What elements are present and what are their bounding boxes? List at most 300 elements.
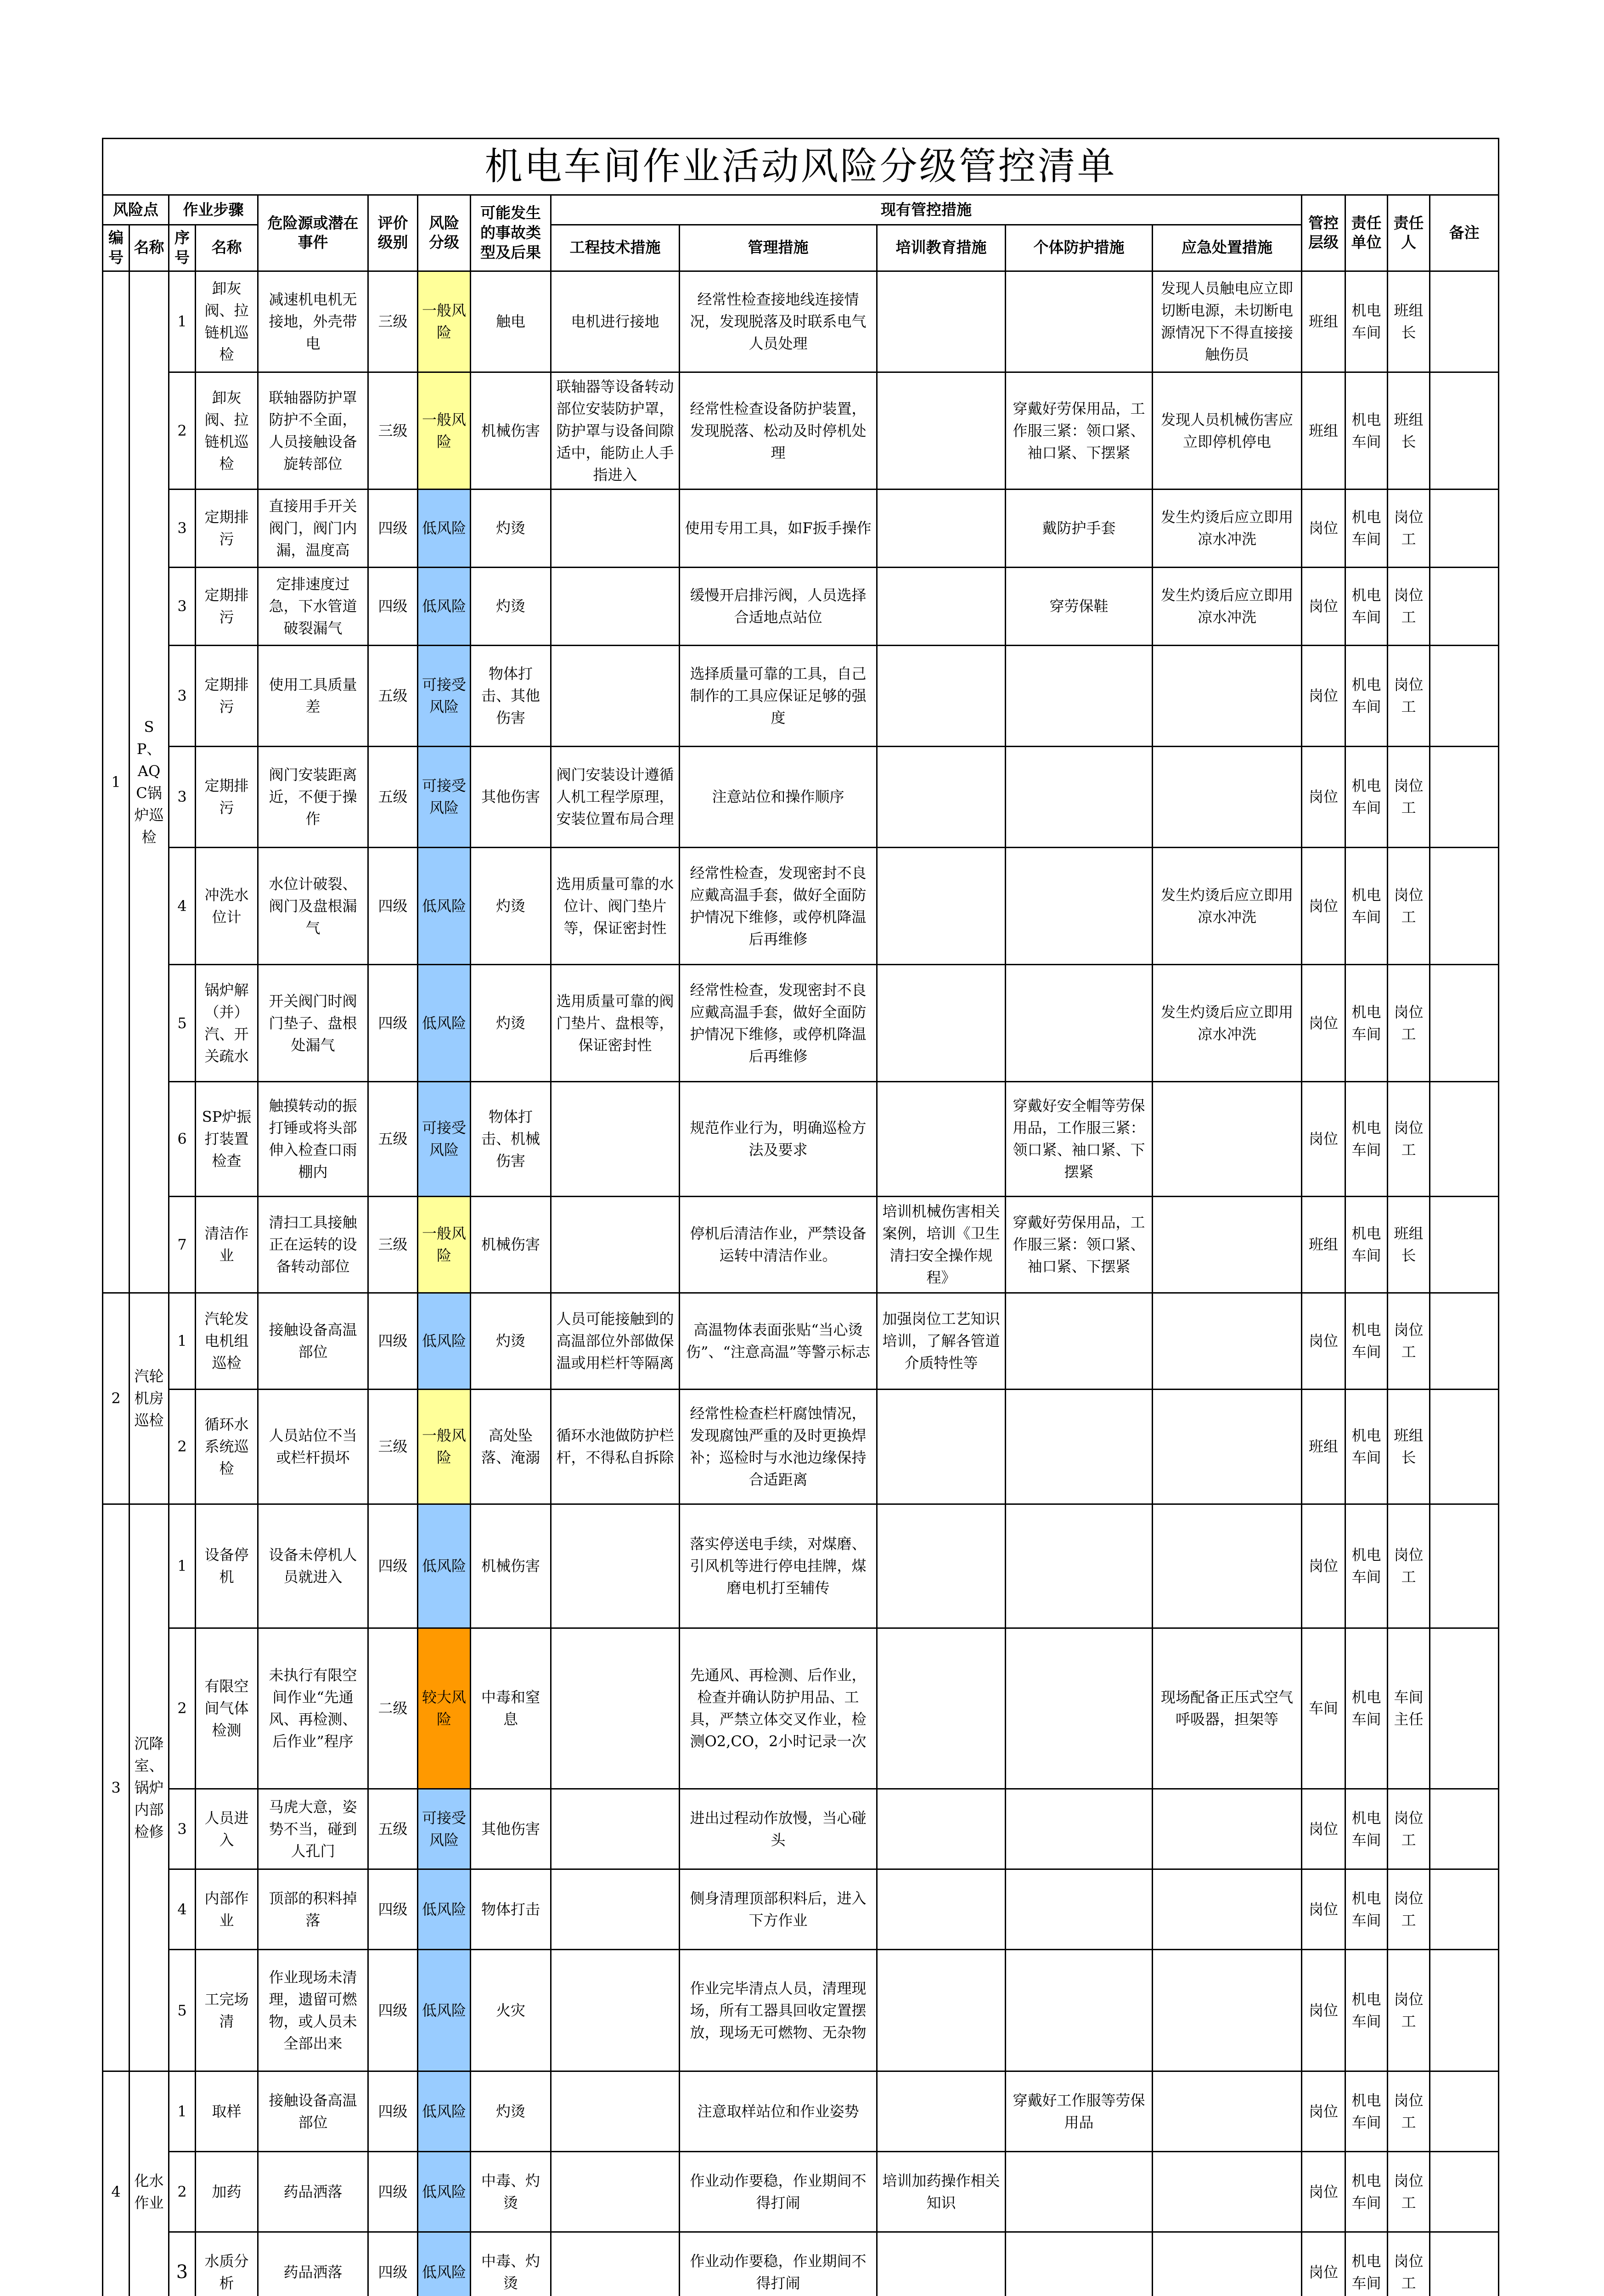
header-code: 编号 xyxy=(103,225,129,271)
emergency-measure: 现场配备正压式空气呼吸器，担架等 xyxy=(1153,1628,1302,1789)
header-engineering: 工程技术措施 xyxy=(551,225,680,271)
training-measure xyxy=(877,271,1006,372)
consequence: 火灾 xyxy=(471,1949,551,2071)
resp-unit: 机电车间 xyxy=(1345,372,1388,489)
hazard: 阀门安装距离近，不便于操作 xyxy=(258,746,368,847)
remark xyxy=(1430,489,1499,567)
remark xyxy=(1430,1196,1499,1293)
table-row xyxy=(103,1389,1499,1504)
header-step-name: 名称 xyxy=(196,225,258,271)
step-name: SP炉振打装置检查 xyxy=(196,1081,258,1196)
eval-level: 二级 xyxy=(368,1628,418,1789)
hazard: 接触设备高温部位 xyxy=(258,1293,368,1389)
step-seq: 4 xyxy=(169,1869,196,1949)
table-row xyxy=(103,1081,1499,1196)
resp-person: 岗位工 xyxy=(1388,489,1430,567)
eval-level: 五级 xyxy=(368,1081,418,1196)
resp-person: 车间主任 xyxy=(1388,1628,1430,1789)
risk-level: 一般风险 xyxy=(418,1389,471,1504)
risk-point-code: 1 xyxy=(103,271,129,1293)
control-layer: 岗位 xyxy=(1302,964,1345,1081)
emergency-measure xyxy=(1153,1504,1302,1628)
management-measure: 作业动作要稳，作业期间不得打闹 xyxy=(680,2151,877,2232)
resp-unit: 机电车间 xyxy=(1345,746,1388,847)
step-name: 人员进入 xyxy=(196,1789,258,1869)
table-row xyxy=(103,1504,1499,1628)
risk-level: 低风险 xyxy=(418,1949,471,2071)
step-name: 清洁作业 xyxy=(196,1196,258,1293)
eval-level: 四级 xyxy=(368,1949,418,2071)
hazard: 接触设备高温部位 xyxy=(258,2071,368,2151)
ppe-measure xyxy=(1006,2232,1153,2296)
management-measure: 停机后清洁作业，严禁设备运转中清洁作业。 xyxy=(680,1196,877,1293)
eval-level: 五级 xyxy=(368,645,418,746)
consequence: 其他伤害 xyxy=(471,1789,551,1869)
training-measure xyxy=(877,1504,1006,1628)
training-measure xyxy=(877,2232,1006,2296)
remark xyxy=(1430,746,1499,847)
management-measure: 作业动作要稳，作业期间不得打闹 xyxy=(680,2232,877,2296)
step-seq: 3 xyxy=(169,567,196,645)
step-name: 工完场清 xyxy=(196,1949,258,2071)
step-seq: 5 xyxy=(169,1949,196,2071)
resp-person: 岗位工 xyxy=(1388,1949,1430,2071)
eval-level: 四级 xyxy=(368,2232,418,2296)
header-remark: 备注 xyxy=(1430,195,1499,271)
consequence: 触电 xyxy=(471,271,551,372)
control-layer: 岗位 xyxy=(1302,2151,1345,2232)
engineering-measure: 阀门安装设计遵循人机工程学原理，安装位置布局合理 xyxy=(551,746,680,847)
ppe-measure xyxy=(1006,1949,1153,2071)
remark xyxy=(1430,964,1499,1081)
control-layer: 班组 xyxy=(1302,1389,1345,1504)
ppe-measure xyxy=(1006,271,1153,372)
resp-unit: 机电车间 xyxy=(1345,645,1388,746)
hazard: 联轴器防护罩防护不全面，人员接触设备旋转部位 xyxy=(258,372,368,489)
emergency-measure xyxy=(1153,2151,1302,2232)
remark xyxy=(1430,1504,1499,1628)
table-row xyxy=(103,271,1499,372)
table-row xyxy=(103,1196,1499,1293)
emergency-measure xyxy=(1153,2071,1302,2151)
resp-person: 岗位工 xyxy=(1388,1293,1430,1389)
training-measure xyxy=(877,1869,1006,1949)
ppe-measure: 穿劳保鞋 xyxy=(1006,567,1153,645)
consequence: 灼烫 xyxy=(471,847,551,964)
eval-level: 四级 xyxy=(368,489,418,567)
step-seq: 1 xyxy=(169,2071,196,2151)
consequence: 中毒、灼烫 xyxy=(471,2232,551,2296)
ppe-measure: 穿戴好劳保用品，工作服三紧：领口紧、袖口紧、下摆紧 xyxy=(1006,372,1153,489)
eval-level: 三级 xyxy=(368,271,418,372)
management-measure: 注意站位和操作顺序 xyxy=(680,746,877,847)
risk-control-sheet xyxy=(102,138,1498,2296)
emergency-measure xyxy=(1153,645,1302,746)
consequence: 灼烫 xyxy=(471,1293,551,1389)
table-row xyxy=(103,1949,1499,2071)
step-seq: 2 xyxy=(169,1389,196,1504)
header-hazard: 危险源或潜在事件 xyxy=(258,195,368,271)
hazard: 直接用手开关阀门，阀门内漏，温度高 xyxy=(258,489,368,567)
management-measure: 经常性检查，发现密封不良应戴高温手套，做好全面防护情况下维修，或停机降温后再维修 xyxy=(680,964,877,1081)
eval-level: 五级 xyxy=(368,1789,418,1869)
control-layer: 岗位 xyxy=(1302,1293,1345,1389)
remark xyxy=(1430,1389,1499,1504)
resp-unit: 机电车间 xyxy=(1345,1628,1388,1789)
step-name: 卸灰阀、拉链机巡检 xyxy=(196,372,258,489)
ppe-measure xyxy=(1006,2151,1153,2232)
eval-level: 四级 xyxy=(368,1293,418,1389)
training-measure xyxy=(877,1789,1006,1869)
ppe-measure xyxy=(1006,645,1153,746)
step-name: 内部作业 xyxy=(196,1869,258,1949)
training-measure xyxy=(877,746,1006,847)
control-layer: 班组 xyxy=(1302,372,1345,489)
ppe-measure xyxy=(1006,1293,1153,1389)
consequence: 其他伤害 xyxy=(471,746,551,847)
header-control-layer: 管控层级 xyxy=(1302,195,1345,271)
eval-level: 三级 xyxy=(368,1196,418,1293)
emergency-measure xyxy=(1153,2232,1302,2296)
risk-point-code: 2 xyxy=(103,1293,129,1504)
header-management: 管理措施 xyxy=(680,225,877,271)
consequence: 灼烫 xyxy=(471,2071,551,2151)
control-layer: 岗位 xyxy=(1302,847,1345,964)
training-measure: 培训加药操作相关知识 xyxy=(877,2151,1006,2232)
remark xyxy=(1430,271,1499,372)
step-seq: 2 xyxy=(169,1628,196,1789)
risk-level: 可接受风险 xyxy=(418,1789,471,1869)
emergency-measure: 发生灼烫后应立即用凉水冲洗 xyxy=(1153,489,1302,567)
resp-unit: 机电车间 xyxy=(1345,567,1388,645)
step-seq: 3 xyxy=(169,1789,196,1869)
risk-point-name: 化水作业 xyxy=(129,2071,169,2296)
management-measure: 规范作业行为，明确巡检方法及要求 xyxy=(680,1081,877,1196)
resp-unit: 机电车间 xyxy=(1345,489,1388,567)
consequence: 灼烫 xyxy=(471,567,551,645)
header-steps: 作业步骤 xyxy=(169,195,258,225)
header-name: 名称 xyxy=(129,225,169,271)
step-seq: 1 xyxy=(169,1504,196,1628)
risk-level: 低风险 xyxy=(418,2151,471,2232)
training-measure: 加强岗位工艺知识培训，了解各管道介质特性等 xyxy=(877,1293,1006,1389)
engineering-measure xyxy=(551,1504,680,1628)
risk-point-code: 4 xyxy=(103,2071,129,2296)
emergency-measure: 发生灼烫后应立即用凉水冲洗 xyxy=(1153,567,1302,645)
header-eval-level: 评价级别 xyxy=(368,195,418,271)
resp-person: 岗位工 xyxy=(1388,2232,1430,2296)
risk-point-name: SP、AQC锅炉巡检 xyxy=(129,271,169,1293)
control-layer: 岗位 xyxy=(1302,567,1345,645)
remark xyxy=(1430,847,1499,964)
control-layer: 岗位 xyxy=(1302,746,1345,847)
risk-level: 低风险 xyxy=(418,2232,471,2296)
step-name: 冲洗水位计 xyxy=(196,847,258,964)
management-measure: 先通风、再检测、后作业，检查并确认防护用品、工具，严禁立体交叉作业，检测O2,CO，2小时记录一次 xyxy=(680,1628,877,1789)
eval-level: 三级 xyxy=(368,1389,418,1504)
eval-level: 四级 xyxy=(368,567,418,645)
hazard: 人员站位不当或栏杆损坏 xyxy=(258,1389,368,1504)
resp-person: 岗位工 xyxy=(1388,746,1430,847)
table-row xyxy=(103,964,1499,1081)
table-row xyxy=(103,1869,1499,1949)
eval-level: 四级 xyxy=(368,1504,418,1628)
training-measure: 培训机械伤害相关案例，培训《卫生清扫安全操作规程》 xyxy=(877,1196,1006,1293)
consequence: 高处坠落、淹溺 xyxy=(471,1389,551,1504)
resp-unit: 机电车间 xyxy=(1345,1389,1388,1504)
hazard: 顶部的积料掉落 xyxy=(258,1869,368,1949)
ppe-measure: 穿戴好工作服等劳保用品 xyxy=(1006,2071,1153,2151)
step-seq: 5 xyxy=(169,964,196,1081)
step-seq: 4 xyxy=(169,847,196,964)
header-consequence: 可能发生的事故类型及后果 xyxy=(471,195,551,271)
hazard: 使用工具质量差 xyxy=(258,645,368,746)
consequence: 机械伤害 xyxy=(471,1196,551,1293)
resp-unit: 机电车间 xyxy=(1345,1504,1388,1628)
training-measure xyxy=(877,645,1006,746)
risk-level: 较大风险 xyxy=(418,1628,471,1789)
risk-point-name: 汽轮机房巡检 xyxy=(129,1293,169,1504)
resp-unit: 机电车间 xyxy=(1345,271,1388,372)
remark xyxy=(1430,1081,1499,1196)
remark xyxy=(1430,567,1499,645)
ppe-measure: 穿戴好安全帽等劳保用品，工作服三紧：领口紧、袖口紧、下摆紧 xyxy=(1006,1081,1153,1196)
header-existing-controls: 现有管控措施 xyxy=(551,195,1302,225)
consequence: 机械伤害 xyxy=(471,1504,551,1628)
ppe-measure xyxy=(1006,1628,1153,1789)
emergency-measure xyxy=(1153,746,1302,847)
consequence: 机械伤害 xyxy=(471,372,551,489)
header-resp-person: 责任人 xyxy=(1388,195,1430,271)
emergency-measure xyxy=(1153,1293,1302,1389)
remark xyxy=(1430,1789,1499,1869)
emergency-measure: 发生灼烫后应立即用凉水冲洗 xyxy=(1153,847,1302,964)
step-seq: 3 xyxy=(169,2232,196,2296)
ppe-measure xyxy=(1006,1869,1153,1949)
control-layer: 岗位 xyxy=(1302,489,1345,567)
engineering-measure xyxy=(551,1869,680,1949)
resp-person: 岗位工 xyxy=(1388,2071,1430,2151)
hazard: 水位计破裂、阀门及盘根漏气 xyxy=(258,847,368,964)
consequence: 灼烫 xyxy=(471,964,551,1081)
remark xyxy=(1430,372,1499,489)
hazard: 作业现场未清理，遗留可燃物，或人员未全部出来 xyxy=(258,1949,368,2071)
resp-unit: 机电车间 xyxy=(1345,2071,1388,2151)
resp-unit: 机电车间 xyxy=(1345,1081,1388,1196)
engineering-measure xyxy=(551,2151,680,2232)
emergency-measure xyxy=(1153,1949,1302,2071)
resp-unit: 机电车间 xyxy=(1345,2232,1388,2296)
hazard: 开关阀门时阀门垫子、盘根处漏气 xyxy=(258,964,368,1081)
risk-level: 一般风险 xyxy=(418,372,471,489)
remark xyxy=(1430,2071,1499,2151)
risk-point-code: 3 xyxy=(103,1504,129,2071)
engineering-measure xyxy=(551,489,680,567)
engineering-measure xyxy=(551,1628,680,1789)
step-name: 循环水系统巡检 xyxy=(196,1389,258,1504)
training-measure xyxy=(877,1949,1006,2071)
control-layer: 车间 xyxy=(1302,1628,1345,1789)
risk-point-name: 沉降室、锅炉内部检修 xyxy=(129,1504,169,2071)
step-seq: 6 xyxy=(169,1081,196,1196)
step-seq: 2 xyxy=(169,2151,196,2232)
engineering-measure xyxy=(551,1789,680,1869)
control-layer: 班组 xyxy=(1302,271,1345,372)
management-measure: 作业完毕清点人员，清理现场，所有工器具回收定置摆放，现场无可燃物、无杂物 xyxy=(680,1949,877,2071)
ppe-measure: 戴防护手套 xyxy=(1006,489,1153,567)
control-layer: 岗位 xyxy=(1302,645,1345,746)
engineering-measure: 循环水池做防护栏杆，不得私自拆除 xyxy=(551,1389,680,1504)
control-layer: 岗位 xyxy=(1302,1949,1345,2071)
resp-person: 岗位工 xyxy=(1388,1504,1430,1628)
engineering-measure: 人员可能接触到的高温部位外部做保温或用栏杆等隔离 xyxy=(551,1293,680,1389)
control-layer: 岗位 xyxy=(1302,2071,1345,2151)
resp-unit: 机电车间 xyxy=(1345,1293,1388,1389)
resp-person: 班组长 xyxy=(1388,271,1430,372)
risk-level: 可接受风险 xyxy=(418,1081,471,1196)
hazard: 马虎大意，姿势不当，碰到人孔门 xyxy=(258,1789,368,1869)
engineering-measure xyxy=(551,1949,680,2071)
consequence: 物体打击、机械伤害 xyxy=(471,1081,551,1196)
resp-unit: 机电车间 xyxy=(1345,2151,1388,2232)
consequence: 物体打击、其他伤害 xyxy=(471,645,551,746)
step-seq: 2 xyxy=(169,372,196,489)
step-name: 加药 xyxy=(196,2151,258,2232)
eval-level: 四级 xyxy=(368,2071,418,2151)
header-ppe: 个体防护措施 xyxy=(1006,225,1153,271)
control-layer: 岗位 xyxy=(1302,1789,1345,1869)
table-row xyxy=(103,372,1499,489)
training-measure xyxy=(877,489,1006,567)
header-training: 培训教育措施 xyxy=(877,225,1006,271)
management-measure: 高温物体表面张贴“当心烫伤”、“注意高温”等警示标志 xyxy=(680,1293,877,1389)
engineering-measure xyxy=(551,567,680,645)
step-name: 设备停机 xyxy=(196,1504,258,1628)
ppe-measure xyxy=(1006,1389,1153,1504)
remark xyxy=(1430,1293,1499,1389)
ppe-measure xyxy=(1006,1504,1153,1628)
risk-level: 低风险 xyxy=(418,1869,471,1949)
engineering-measure: 联轴器等设备转动部位安装防护罩，防护罩与设备间隙适中，能防止人手指进入 xyxy=(551,372,680,489)
consequence: 灼烫 xyxy=(471,489,551,567)
header-risk-point: 风险点 xyxy=(103,195,169,225)
training-measure xyxy=(877,2071,1006,2151)
resp-unit: 机电车间 xyxy=(1345,1789,1388,1869)
step-name: 有限空间气体检测 xyxy=(196,1628,258,1789)
step-seq: 1 xyxy=(169,1293,196,1389)
engineering-measure xyxy=(551,645,680,746)
control-layer: 岗位 xyxy=(1302,1081,1345,1196)
training-measure xyxy=(877,1081,1006,1196)
table-row xyxy=(103,847,1499,964)
resp-person: 岗位工 xyxy=(1388,847,1430,964)
risk-level: 一般风险 xyxy=(418,271,471,372)
hazard: 定排速度过急，下水管道破裂漏气 xyxy=(258,567,368,645)
step-name: 卸灰阀、拉链机巡检 xyxy=(196,271,258,372)
control-layer: 岗位 xyxy=(1302,2232,1345,2296)
risk-level: 低风险 xyxy=(418,489,471,567)
resp-person: 岗位工 xyxy=(1388,645,1430,746)
training-measure xyxy=(877,1628,1006,1789)
eval-level: 四级 xyxy=(368,964,418,1081)
control-layer: 岗位 xyxy=(1302,1869,1345,1949)
management-measure: 经常性检查接地线连接情况，发现脱落及时联系电气人员处理 xyxy=(680,271,877,372)
resp-unit: 机电车间 xyxy=(1345,964,1388,1081)
consequence: 中毒、灼烫 xyxy=(471,2151,551,2232)
emergency-measure xyxy=(1153,1081,1302,1196)
control-layer: 班组 xyxy=(1302,1196,1345,1293)
hazard: 药品洒落 xyxy=(258,2232,368,2296)
step-name: 取样 xyxy=(196,2071,258,2151)
risk-level: 可接受风险 xyxy=(418,746,471,847)
ppe-measure xyxy=(1006,847,1153,964)
table-row xyxy=(103,2071,1499,2151)
resp-person: 岗位工 xyxy=(1388,567,1430,645)
ppe-measure xyxy=(1006,746,1153,847)
resp-unit: 机电车间 xyxy=(1345,1196,1388,1293)
resp-person: 班组长 xyxy=(1388,1389,1430,1504)
resp-person: 班组长 xyxy=(1388,1196,1430,1293)
management-measure: 缓慢开启排污阀，人员选择合适地点站位 xyxy=(680,567,877,645)
training-measure xyxy=(877,1389,1006,1504)
step-name: 定期排污 xyxy=(196,746,258,847)
emergency-measure xyxy=(1153,1196,1302,1293)
header-emergency: 应急处置措施 xyxy=(1153,225,1302,271)
resp-person: 班组长 xyxy=(1388,372,1430,489)
table-row xyxy=(103,1628,1499,1789)
management-measure: 经常性检查，发现密封不良应戴高温手套，做好全面防护情况下维修，或停机降温后再维修 xyxy=(680,847,877,964)
risk-level: 低风险 xyxy=(418,1504,471,1628)
ppe-measure: 穿戴好劳保用品，工作服三紧：领口紧、袖口紧、下摆紧 xyxy=(1006,1196,1153,1293)
table-row xyxy=(103,489,1499,567)
resp-person: 岗位工 xyxy=(1388,1869,1430,1949)
table-row xyxy=(103,2232,1499,2296)
management-measure: 选择质量可靠的工具，自己制作的工具应保证足够的强度 xyxy=(680,645,877,746)
step-name: 汽轮发电机组巡检 xyxy=(196,1293,258,1389)
engineering-measure: 电机进行接地 xyxy=(551,271,680,372)
engineering-measure xyxy=(551,2071,680,2151)
resp-unit: 机电车间 xyxy=(1345,1869,1388,1949)
risk-level: 低风险 xyxy=(418,1293,471,1389)
hazard: 设备未停机人员就进入 xyxy=(258,1504,368,1628)
remark xyxy=(1430,2232,1499,2296)
table-row xyxy=(103,645,1499,746)
eval-level: 三级 xyxy=(368,372,418,489)
risk-table xyxy=(102,138,1499,2296)
risk-level: 低风险 xyxy=(418,964,471,1081)
eval-level: 四级 xyxy=(368,1869,418,1949)
step-name: 锅炉解（并）汽、开关疏水 xyxy=(196,964,258,1081)
resp-unit: 机电车间 xyxy=(1345,847,1388,964)
resp-person: 岗位工 xyxy=(1388,964,1430,1081)
management-measure: 注意取样站位和作业姿势 xyxy=(680,2071,877,2151)
engineering-measure xyxy=(551,2232,680,2296)
training-measure xyxy=(877,372,1006,489)
consequence: 中毒和窒息 xyxy=(471,1628,551,1789)
emergency-measure: 发生灼烫后应立即用凉水冲洗 xyxy=(1153,964,1302,1081)
resp-person: 岗位工 xyxy=(1388,2151,1430,2232)
emergency-measure xyxy=(1153,1389,1302,1504)
table-row xyxy=(103,1293,1499,1389)
risk-level: 可接受风险 xyxy=(418,645,471,746)
step-seq: 3 xyxy=(169,645,196,746)
engineering-measure xyxy=(551,1081,680,1196)
management-measure: 经常性检查设备防护装置，发现脱落、松动及时停机处理 xyxy=(680,372,877,489)
management-measure: 使用专用工具，如F扳手操作 xyxy=(680,489,877,567)
hazard: 触摸转动的振打锤或将头部伸入检查口雨棚内 xyxy=(258,1081,368,1196)
step-name: 定期排污 xyxy=(196,489,258,567)
training-measure xyxy=(877,567,1006,645)
